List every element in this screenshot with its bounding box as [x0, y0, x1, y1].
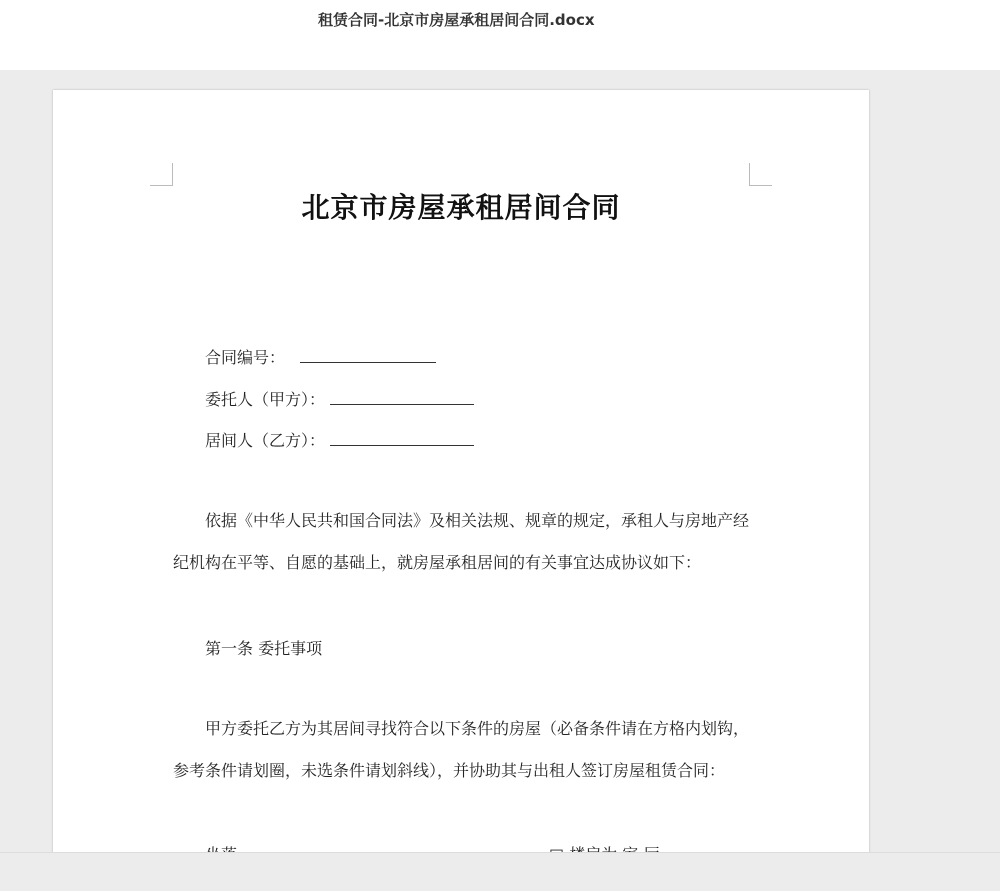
article-1-paragraph: 甲方委托乙方为其居间寻找符合以下条件的房屋（必备条件请在方格内划钩，参考条件请划圈，未选条件请划斜线），并协助其与出租人签订房屋租赁合同：	[173, 719, 750, 780]
principal-label: 委托人（甲方）：	[205, 390, 326, 409]
document-heading: 北京市房屋承租居间合同	[301, 191, 621, 224]
article-1-heading: 第一条 委托事项	[205, 639, 323, 658]
intermediary-blank	[330, 431, 474, 446]
contract-number-label: 合同编号：	[205, 348, 286, 367]
contract-number-field	[205, 345, 436, 368]
margin-corner-top-left	[150, 163, 173, 186]
document-page[interactable]	[53, 90, 869, 870]
principal-blank	[330, 390, 474, 405]
preamble-paragraph: 依据《中华人民共和国合同法》及相关法规、规章的规定，承租人与房地产经纪机构在平等、自愿的基础上，就房屋承租居间的有关事宜达成协议如下：	[173, 511, 750, 572]
document-filename: 租赁合同-北京市房屋承租居间合同.docx	[318, 11, 595, 29]
intermediary-field	[205, 428, 474, 451]
intermediary-label: 居间人（乙方）：	[205, 431, 326, 450]
margin-corner-top-right	[749, 163, 772, 186]
contract-number-blank	[300, 348, 436, 363]
bottom-bar	[0, 852, 1000, 891]
title-bar	[0, 0, 1000, 70]
principal-field	[205, 387, 474, 410]
